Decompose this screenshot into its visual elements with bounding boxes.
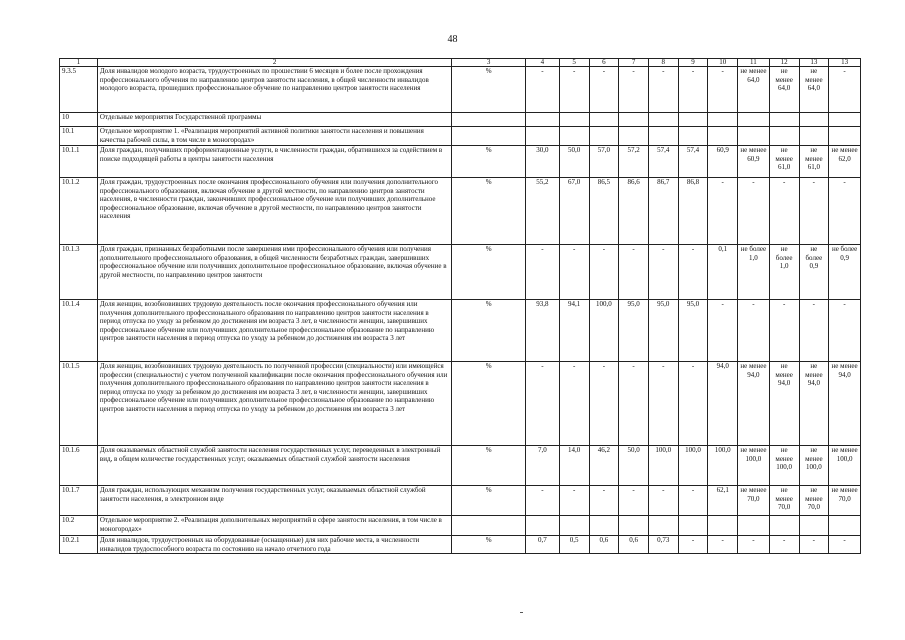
value-cell bbox=[829, 113, 861, 127]
value-cell: - bbox=[738, 300, 770, 362]
row-number: 10.1.1 bbox=[60, 146, 98, 178]
column-number: 4 bbox=[526, 59, 560, 67]
unit-cell: % bbox=[452, 486, 526, 516]
indicator-name: Доля граждан, использующих механизм получения государственных услуг, оказываемых областной службой занятости населения, в электронном виде bbox=[97, 486, 451, 516]
indicator-name: Доля граждан, трудоустроенных после окончания профессионального обучения или получения дополнительного профессионального образования, включая обучение в другой местности, по направлению центров занятости населения, в численности граждан, закончивших профессиональное обучение или получивших дополнительное профессиональное образование, включая обучение в другой местности, по направлению центров занятости населения bbox=[97, 178, 451, 245]
value-cell: 57,4 bbox=[678, 146, 708, 178]
unit-cell: % bbox=[452, 300, 526, 362]
value-cell: не менее 100,0 bbox=[769, 446, 799, 486]
column-number: 13 bbox=[799, 59, 829, 67]
value-cell: 14,0 bbox=[559, 446, 589, 486]
value-cell bbox=[559, 113, 589, 127]
unit-cell: % bbox=[452, 146, 526, 178]
value-cell: - bbox=[678, 67, 708, 113]
row-number: 10.1.4 bbox=[60, 300, 98, 362]
value-cell bbox=[648, 127, 678, 146]
value-cell: - bbox=[648, 362, 678, 446]
scan-mark bbox=[520, 612, 523, 613]
value-cell bbox=[799, 113, 829, 127]
indicator-name: Доля женщин, возобновивших трудовую деятельность после окончания профессионального обучения или получения дополнительного профессионального образования по направлению центров занятости населения в период отпуска по уходу за ребенком до достижения им возраста 3 лет, в численности женщин, завершивших профессиональное обучение или получивших дополнительное профессиональное образование по направлению центров занятости населения в период отпуска по уходу за ребенком до достижения им возраста 3 лет bbox=[97, 300, 451, 362]
value-cell: - bbox=[678, 486, 708, 516]
value-cell: - bbox=[829, 67, 861, 113]
value-cell: 67,0 bbox=[559, 178, 589, 245]
value-cell: не менее 70,0 bbox=[829, 486, 861, 516]
value-cell: - bbox=[738, 536, 770, 554]
value-cell: не более 1,0 bbox=[738, 245, 770, 300]
table-row bbox=[60, 245, 861, 300]
value-cell: 60,9 bbox=[708, 146, 738, 178]
value-cell: не менее 94,0 bbox=[829, 362, 861, 446]
value-cell bbox=[526, 516, 560, 536]
value-cell: - bbox=[678, 536, 708, 554]
value-cell bbox=[619, 113, 649, 127]
value-cell: не менее 100,0 bbox=[738, 446, 770, 486]
value-cell: не более 0,9 bbox=[799, 245, 829, 300]
value-cell: 50,0 bbox=[619, 446, 649, 486]
unit-cell bbox=[452, 127, 526, 146]
value-cell: 57,4 bbox=[648, 146, 678, 178]
table-row bbox=[60, 486, 861, 516]
column-number: 3 bbox=[452, 59, 526, 67]
value-cell: 86,7 bbox=[648, 178, 678, 245]
value-cell bbox=[559, 516, 589, 536]
unit-cell bbox=[452, 516, 526, 536]
value-cell bbox=[799, 127, 829, 146]
value-cell: - bbox=[526, 362, 560, 446]
value-cell bbox=[678, 127, 708, 146]
indicator-name: Доля граждан, признанных безработными после завершения ими профессионального обучения или получения дополнительного профессионального образования, в общей численности безработных граждан, завершивших профессиональное обучение или получивших дополнительное профессиональное образование, включая обучение в другой местности, по направлению центров занятости bbox=[97, 245, 451, 300]
indicator-name: Доля инвалидов молодого возраста, трудоустроенных по прошествии 6 месяцев и более после прохождения профессионального обучения по направлению центров занятости населения, в общей численности инвалидов молодого возраста, прошедших профессиональное обучение по направлению центров занятости населения bbox=[97, 67, 451, 113]
value-cell: 0,1 bbox=[708, 245, 738, 300]
value-cell: - bbox=[738, 178, 770, 245]
value-cell bbox=[708, 516, 738, 536]
value-cell bbox=[526, 113, 560, 127]
value-cell bbox=[708, 127, 738, 146]
table-row bbox=[60, 446, 861, 486]
value-cell: - bbox=[589, 245, 619, 300]
value-cell: - bbox=[619, 245, 649, 300]
row-number: 10.1.5 bbox=[60, 362, 98, 446]
indicator-name: Доля оказываемых областной службой занятости населения государственных услуг, переведенных в электронный вид, в общем количестве государственных услуг, оказываемых областной службой занятости населения bbox=[97, 446, 451, 486]
column-number: 8 bbox=[648, 59, 678, 67]
indicator-name: Отдельное мероприятие 1. «Реализация мероприятий активной политики занятости населения и повышения качества рабочей силы, в том числе в моногородах» bbox=[97, 127, 451, 146]
value-cell: 57,0 bbox=[589, 146, 619, 178]
value-cell: - bbox=[526, 67, 560, 113]
value-cell bbox=[589, 113, 619, 127]
value-cell: не менее 100,0 bbox=[829, 446, 861, 486]
value-cell bbox=[678, 113, 708, 127]
value-cell: не менее 64,0 bbox=[738, 67, 770, 113]
value-cell: 94,0 bbox=[708, 362, 738, 446]
value-cell: 7,0 bbox=[526, 446, 560, 486]
value-cell: 86,8 bbox=[678, 178, 708, 245]
value-cell: - bbox=[708, 536, 738, 554]
value-cell: 0,6 bbox=[619, 536, 649, 554]
value-cell: 30,0 bbox=[526, 146, 560, 178]
column-number: 1 bbox=[60, 59, 98, 67]
value-cell: - bbox=[559, 67, 589, 113]
value-cell: не менее 60,9 bbox=[738, 146, 770, 178]
row-number: 10.1 bbox=[60, 127, 98, 146]
value-cell: 95,0 bbox=[619, 300, 649, 362]
value-cell: - bbox=[559, 486, 589, 516]
value-cell bbox=[769, 516, 799, 536]
value-cell bbox=[738, 516, 770, 536]
unit-cell: % bbox=[452, 536, 526, 554]
value-cell: 100,0 bbox=[708, 446, 738, 486]
value-cell: не менее 61,0 bbox=[769, 146, 799, 178]
table-row bbox=[60, 516, 861, 536]
value-cell: - bbox=[829, 300, 861, 362]
value-cell: 93,8 bbox=[526, 300, 560, 362]
value-cell: не более 1,0 bbox=[769, 245, 799, 300]
value-cell bbox=[799, 516, 829, 536]
value-cell: - bbox=[648, 486, 678, 516]
unit-cell bbox=[452, 113, 526, 127]
value-cell: - bbox=[708, 300, 738, 362]
value-cell: - bbox=[799, 178, 829, 245]
value-cell: 0,6 bbox=[589, 536, 619, 554]
value-cell: 95,0 bbox=[678, 300, 708, 362]
value-cell: - bbox=[829, 536, 861, 554]
table-row bbox=[60, 67, 861, 113]
table-row bbox=[60, 300, 861, 362]
value-cell: - bbox=[526, 245, 560, 300]
value-cell bbox=[648, 516, 678, 536]
value-cell bbox=[769, 127, 799, 146]
value-cell: - bbox=[708, 67, 738, 113]
value-cell: - bbox=[769, 536, 799, 554]
indicators-table bbox=[59, 58, 861, 554]
value-cell: - bbox=[619, 486, 649, 516]
value-cell: 95,0 bbox=[648, 300, 678, 362]
value-cell: - bbox=[708, 178, 738, 245]
column-number: 5 bbox=[559, 59, 589, 67]
value-cell: - bbox=[648, 245, 678, 300]
value-cell: - bbox=[526, 486, 560, 516]
value-cell: - bbox=[619, 362, 649, 446]
indicator-name: Отдельные мероприятия Государственной программы bbox=[97, 113, 451, 127]
value-cell: не менее 70,0 bbox=[738, 486, 770, 516]
value-cell bbox=[559, 127, 589, 146]
value-cell: - bbox=[799, 300, 829, 362]
value-cell: 86,6 bbox=[619, 178, 649, 245]
value-cell: - bbox=[589, 486, 619, 516]
value-cell bbox=[526, 127, 560, 146]
value-cell bbox=[589, 127, 619, 146]
value-cell: 100,0 bbox=[678, 446, 708, 486]
value-cell: - bbox=[769, 178, 799, 245]
unit-cell: % bbox=[452, 446, 526, 486]
value-cell: - bbox=[769, 300, 799, 362]
column-number: 11 bbox=[738, 59, 770, 67]
value-cell: 0,73 bbox=[648, 536, 678, 554]
value-cell bbox=[829, 127, 861, 146]
value-cell: не менее 94,0 bbox=[738, 362, 770, 446]
value-cell: - bbox=[799, 536, 829, 554]
column-number: 9 bbox=[678, 59, 708, 67]
unit-cell: % bbox=[452, 362, 526, 446]
value-cell: - bbox=[829, 178, 861, 245]
value-cell: - bbox=[678, 362, 708, 446]
value-cell: не менее 64,0 bbox=[799, 67, 829, 113]
value-cell: - bbox=[619, 67, 649, 113]
value-cell: не менее 94,0 bbox=[799, 362, 829, 446]
value-cell: 86,5 bbox=[589, 178, 619, 245]
column-number: 7 bbox=[619, 59, 649, 67]
value-cell: не менее 62,0 bbox=[829, 146, 861, 178]
column-number: 12 bbox=[769, 59, 799, 67]
row-number: 9.3.5 bbox=[60, 67, 98, 113]
table-row bbox=[60, 127, 861, 146]
value-cell: - bbox=[559, 362, 589, 446]
column-number-row bbox=[60, 59, 861, 67]
value-cell bbox=[829, 516, 861, 536]
value-cell: 55,2 bbox=[526, 178, 560, 245]
value-cell bbox=[589, 516, 619, 536]
value-cell: - bbox=[589, 362, 619, 446]
column-number: 6 bbox=[589, 59, 619, 67]
value-cell: - bbox=[678, 245, 708, 300]
value-cell: не более 0,9 bbox=[829, 245, 861, 300]
value-cell: не менее 64,0 bbox=[769, 67, 799, 113]
table-row bbox=[60, 536, 861, 554]
column-number: 10 bbox=[708, 59, 738, 67]
value-cell: 50,0 bbox=[559, 146, 589, 178]
indicator-name: Доля инвалидов, трудоустроенных на оборудованные (оснащенные) для них рабочие места, в численности инвалидов трудоспособного возраста по состоянию на начало отчетного года bbox=[97, 536, 451, 554]
row-number: 10 bbox=[60, 113, 98, 127]
unit-cell: % bbox=[452, 67, 526, 113]
value-cell: не менее 100,0 bbox=[799, 446, 829, 486]
row-number: 10.1.3 bbox=[60, 245, 98, 300]
value-cell bbox=[738, 113, 770, 127]
value-cell bbox=[678, 516, 708, 536]
value-cell: 0,7 bbox=[526, 536, 560, 554]
row-number: 10.2.1 bbox=[60, 536, 98, 554]
indicator-name: Доля граждан, получивших профориентационные услуги, в численности граждан, обратившихся за содействием в поиске подходящей работы в центры занятости населения bbox=[97, 146, 451, 178]
value-cell bbox=[619, 516, 649, 536]
value-cell: не менее 70,0 bbox=[769, 486, 799, 516]
row-number: 10.1.6 bbox=[60, 446, 98, 486]
column-number: 13 bbox=[829, 59, 861, 67]
value-cell bbox=[619, 127, 649, 146]
unit-cell: % bbox=[452, 178, 526, 245]
row-number: 10.2 bbox=[60, 516, 98, 536]
value-cell: 62,1 bbox=[708, 486, 738, 516]
value-cell: не менее 94,0 bbox=[769, 362, 799, 446]
column-number: 2 bbox=[97, 59, 451, 67]
value-cell: - bbox=[648, 67, 678, 113]
row-number: 10.1.2 bbox=[60, 178, 98, 245]
unit-cell: % bbox=[452, 245, 526, 300]
table-row bbox=[60, 146, 861, 178]
row-number: 10.1.7 bbox=[60, 486, 98, 516]
indicator-name: Доля женщин, возобновивших трудовую деятельность по полученной профессии (специальности) или имеющейся профессии (специальности) с учетом полученной квалификации после окончания профессионального обучения или получения дополнительного профессионального образования по направлению центров занятости населения в период отпуска по уходу за ребенком до достижения им возраста 3 лет, в численности женщин, завершивших профессиональное обучение или получивших дополнительное профессиональное образование по направлению центров занятости населения в период отпуска по уходу за ребенком до достижения им возраста 3 лет bbox=[97, 362, 451, 446]
value-cell: 46,2 bbox=[589, 446, 619, 486]
table-body bbox=[60, 59, 861, 554]
value-cell: 94,1 bbox=[559, 300, 589, 362]
value-cell: не менее 70,0 bbox=[799, 486, 829, 516]
value-cell: - bbox=[589, 67, 619, 113]
value-cell bbox=[648, 113, 678, 127]
value-cell: не менее 61,0 bbox=[799, 146, 829, 178]
value-cell bbox=[738, 127, 770, 146]
value-cell: - bbox=[559, 245, 589, 300]
table-row bbox=[60, 362, 861, 446]
value-cell bbox=[708, 113, 738, 127]
indicator-name: Отдельное мероприятие 2. «Реализация дополнительных мероприятий в сфере занятости населения, в том числе в моногородах» bbox=[97, 516, 451, 536]
value-cell: 0,5 bbox=[559, 536, 589, 554]
table-row bbox=[60, 178, 861, 245]
value-cell: 100,0 bbox=[648, 446, 678, 486]
value-cell: 57,2 bbox=[619, 146, 649, 178]
value-cell: 100,0 bbox=[589, 300, 619, 362]
table-row bbox=[60, 113, 861, 127]
page-number: 48 bbox=[447, 34, 458, 45]
value-cell bbox=[769, 113, 799, 127]
